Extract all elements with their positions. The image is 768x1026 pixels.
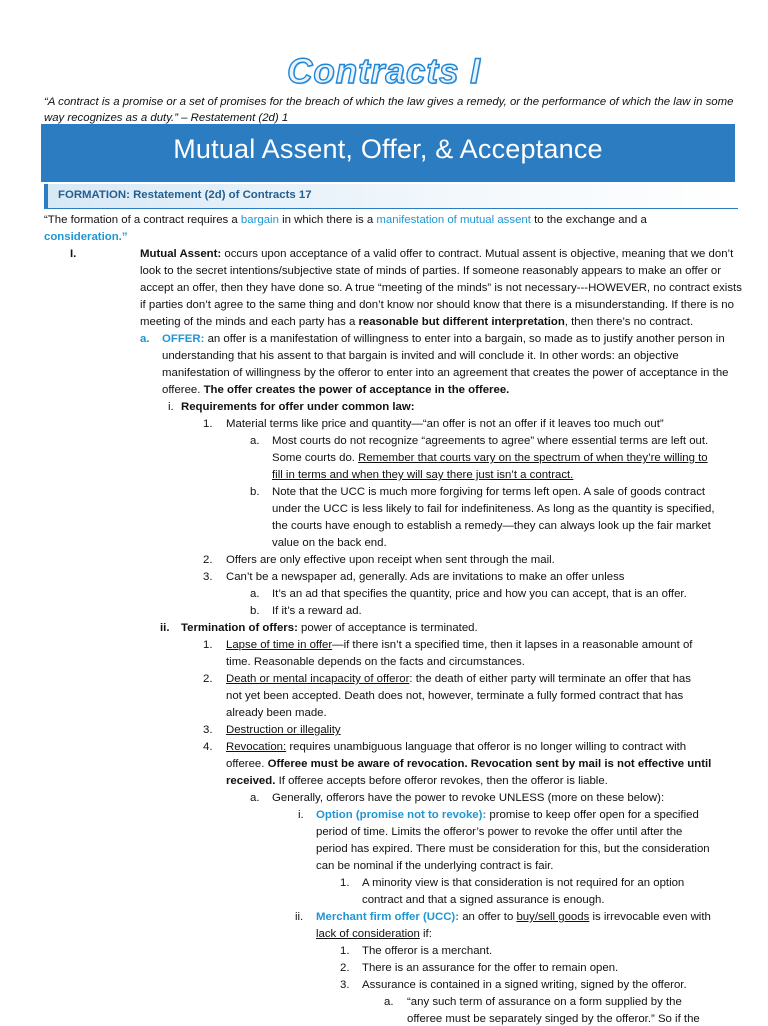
text-run: requires unambiguous language that offeror is no longer willing to contract with	[286, 741, 687, 753]
outline-line	[362, 893, 605, 907]
text-run: understanding that his assent to that bargain is invited and will conclude it. In other words: an objective	[162, 350, 679, 362]
outline-line	[340, 978, 350, 992]
text-run: 3.	[203, 571, 213, 583]
outline-line	[272, 587, 687, 601]
text-run: Note that the UCC is much more forgiving for terms left open. A sale of goods contract	[272, 486, 706, 498]
text-run: period of time. Limits the offeror’s power to revoke the offer until after the	[316, 826, 683, 838]
text-run: 1.	[203, 639, 213, 651]
text-run: occurs upon acceptance of a valid offer to contract. Mutual assent is objective, meaning that we don’t	[221, 248, 734, 260]
outline-line	[316, 910, 711, 924]
text-run: promise to keep offer open for a specified	[486, 809, 699, 821]
outline-line	[316, 927, 432, 941]
text-run: Merchant firm offer (UCC):	[316, 911, 460, 923]
text-run: accept an offer, then they have done so. A true “meeting of the minds” is not necessary---HOWEVER, no contract exists	[140, 282, 742, 294]
text-run: can be nominal if the underlying contract is fair.	[316, 860, 554, 872]
outline-line	[272, 791, 664, 805]
outline-line	[272, 502, 715, 516]
text-run: offeree.	[162, 384, 204, 396]
text-run: received.	[226, 775, 276, 787]
outline-line	[362, 961, 618, 975]
outline-line	[70, 247, 76, 261]
text-run: under the UCC is less likely to fail for indefiniteness. As long as the quantity is specified,	[272, 503, 715, 515]
text-run: already been made.	[226, 707, 327, 719]
text-run: The offer creates the power of acceptance in the offeree.	[203, 384, 510, 396]
outline-line	[181, 400, 415, 414]
outline-line	[272, 604, 362, 618]
text-run: There is an assurance for the offer to remain open.	[362, 962, 619, 974]
outline-line	[226, 740, 686, 754]
text-run: if:	[419, 928, 432, 940]
text-run: an offer is a manifestation of willingness to enter into a bargain, so made as to justify another person in	[204, 333, 725, 345]
text-run: b.	[250, 486, 260, 498]
outline-line	[140, 264, 721, 278]
text-run: 2.	[203, 554, 213, 566]
outline-line	[272, 485, 705, 499]
page-title: Contracts I	[287, 52, 481, 91]
outline-line	[203, 553, 213, 567]
outline-line	[226, 638, 692, 652]
text-run: a.	[384, 996, 394, 1008]
text-run: time. Reasonable depends on the facts and circumstances.	[226, 656, 525, 668]
outline-line	[340, 944, 350, 958]
outline-line	[272, 451, 708, 465]
outline-line	[362, 876, 684, 890]
outline-line	[272, 519, 711, 533]
outline-line	[226, 723, 341, 737]
text-run: Option (promise not to revoke):	[316, 809, 487, 821]
text-run: Most courts do not recognize “agreements to agree” where essential terms are left out.	[272, 435, 709, 447]
outline-line	[140, 315, 693, 329]
outline-line	[140, 298, 734, 312]
outline-line	[181, 621, 478, 635]
text-run: 3.	[203, 724, 213, 736]
section-title: Mutual Assent, Offer, & Acceptance	[173, 134, 603, 164]
text-run: : the death of either party will terminate an offer that has	[409, 673, 691, 685]
outline-line	[203, 740, 213, 754]
text-run: 2.	[203, 673, 213, 685]
text-run: i.	[298, 809, 304, 821]
outline-line	[226, 570, 625, 584]
outline-line	[203, 570, 213, 584]
text-run: consideration.”	[44, 231, 128, 243]
outline-line	[362, 944, 492, 958]
text-run: 3.	[340, 979, 350, 991]
text-run: Termination of offers:	[181, 622, 298, 634]
outline-line	[250, 604, 260, 618]
outline-line	[250, 587, 260, 601]
text-run: “The formation of a contract requires a	[44, 214, 241, 226]
text-run: value on the back end.	[272, 537, 387, 549]
outline-line	[272, 468, 573, 482]
text-run: buy/sell goods	[516, 911, 590, 923]
outline-line	[316, 842, 710, 856]
outline-line	[162, 349, 679, 363]
text-run: OFFER:	[162, 333, 205, 345]
outline-line	[272, 434, 708, 448]
text-run: 1.	[340, 877, 350, 889]
text-run: b.	[250, 605, 260, 617]
text-run: ii.	[295, 911, 304, 923]
text-run: A minority view is that consideration is not required for an option	[362, 877, 685, 889]
text-run: Mutual Assent:	[140, 248, 222, 260]
section-banner	[41, 124, 735, 182]
text-run: Offers are only effective upon receipt when sent through the mail.	[226, 554, 555, 566]
outline-line	[295, 910, 303, 924]
restatement-quote: “A contract is a promise or a set of promises for the breach of which the law gives a remedy, or the performance of which the law in some way recognizes as a duty.” – Restatement (2d) 1	[44, 96, 734, 124]
text-run: an offer to	[459, 911, 517, 923]
outline-line	[226, 706, 327, 720]
outline-line	[340, 961, 350, 975]
text-run: meeting of the minds and each party has a	[140, 316, 359, 328]
outline-line	[203, 723, 213, 737]
outline-line	[407, 995, 682, 1009]
text-run: a.	[140, 333, 150, 345]
outline-line	[140, 332, 150, 346]
outline-line	[384, 995, 394, 1009]
outline-line	[44, 230, 128, 244]
outline-line	[140, 281, 742, 295]
outline-line	[226, 774, 608, 788]
outline-line	[362, 978, 687, 992]
outline-line	[140, 247, 733, 261]
outline-line	[203, 417, 213, 431]
text-run: 1.	[340, 945, 350, 957]
text-run: period has expired. There must be consideration for this, but the consideration	[316, 843, 710, 855]
text-run: Death or mental incapacity of offeror	[226, 673, 410, 685]
text-run: 4.	[203, 741, 213, 753]
outline-line	[316, 808, 699, 822]
text-run: power of acceptance is terminated.	[297, 622, 478, 634]
text-run: manifestation of mutual assent	[376, 214, 531, 226]
text-run: Some courts do.	[272, 452, 359, 464]
text-run: to the exchange and a	[530, 214, 647, 226]
text-run: not yet been accepted. Death does not, however, terminate a fully formed contract that has	[226, 690, 684, 702]
text-run: Material terms like price and quantity—“an offer is not an offer if it leaves too much out”	[226, 418, 664, 430]
text-run: I.	[70, 248, 77, 260]
text-run: Revocation:	[226, 741, 287, 753]
text-run: If offeree accepts before offeror revokes, then the offeror is liable.	[275, 775, 608, 787]
outline-line	[162, 383, 509, 397]
text-run: a.	[250, 588, 260, 600]
outline-line	[168, 400, 174, 414]
text-run: in which there is a	[278, 214, 377, 226]
outline-line	[203, 672, 213, 686]
outline-line	[226, 689, 683, 703]
text-run: Lapse of time in offer	[226, 639, 333, 651]
outline-line	[250, 791, 260, 805]
text-run: lack of consideration	[316, 928, 420, 940]
text-run: Assurance is contained in a signed writing, signed by the offeror.	[362, 979, 687, 991]
text-run: reasonable but different interpretation	[358, 316, 565, 328]
outline-line	[226, 417, 664, 431]
outline-line	[226, 655, 525, 669]
outline-line	[226, 757, 711, 771]
text-run: Destruction or illegality	[226, 724, 341, 736]
outline-line	[250, 485, 260, 499]
text-run: Remember that courts vary on the spectrum of when they’re willing to	[358, 452, 708, 464]
text-run: Requirements for offer under common law:	[181, 401, 415, 413]
text-run: Can’t be a newspaper ad, generally. Ads are invitations to make an offer unless	[226, 571, 625, 583]
text-run: , then there’s no contract.	[564, 316, 694, 328]
formation-heading-bar	[44, 184, 738, 209]
outline-line	[316, 825, 682, 839]
text-run: offeree.	[226, 758, 268, 770]
text-run: manifestation of willingness by the offeror to enter into an agreement that creates the power of acceptance in the	[162, 367, 729, 379]
text-run: a.	[250, 792, 260, 804]
text-run: bargain	[240, 214, 279, 226]
outline-line	[298, 808, 304, 822]
outline-line	[226, 672, 691, 686]
text-run: 2.	[340, 962, 350, 974]
formation-heading: FORMATION: Restatement (2d) of Contracts 17	[58, 189, 312, 201]
text-run: fill in terms and when they will say there just isn’t a contract.	[272, 469, 574, 481]
outline-line	[44, 213, 647, 227]
text-run: 1.	[203, 418, 213, 430]
text-run: contract and that a signed assurance is enough.	[362, 894, 605, 906]
text-run: ii.	[160, 622, 170, 634]
text-run: offeree must be separately singed by the offeror.” So if the	[407, 1013, 700, 1025]
text-run: the courts have enough to establish a remedy—they can always look up the fair market	[272, 520, 711, 532]
outline-line	[160, 621, 170, 635]
text-run: is irrevocable even with	[589, 911, 711, 923]
outline-line	[316, 859, 553, 873]
text-run: a.	[250, 435, 260, 447]
outline-line	[340, 876, 350, 890]
outline-line	[203, 638, 213, 652]
text-run: The offeror is a merchant.	[362, 945, 493, 957]
text-run: If it’s a reward ad.	[272, 605, 362, 617]
text-run: Generally, offerors have the power to revoke UNLESS (more on these below):	[272, 792, 665, 804]
text-run: look to the secret intentions/subjective state of minds of parties. If someone reasonably appears to make an offer or	[140, 265, 722, 277]
text-run: It’s an ad that specifies the quantity, price and how you can accept, that is an offer.	[272, 588, 687, 600]
outline-line	[250, 434, 260, 448]
text-run: if parties don’t agree to the same thing and don’t know nor should know that there is a misunderstanding. If there is no	[140, 299, 734, 311]
outline-line	[162, 332, 725, 346]
text-run: i.	[168, 401, 174, 413]
text-run: “any such term of assurance on a form supplied by the	[407, 996, 682, 1008]
outline-line	[226, 553, 555, 567]
text-run: —if there isn’t a specified time, then it lapses in a reasonable amount of	[332, 639, 693, 651]
text-run: Offeree must be aware of revocation. Revocation sent by mail is not effective until	[267, 758, 712, 770]
outline-line	[272, 536, 387, 550]
outline-line	[162, 366, 729, 380]
